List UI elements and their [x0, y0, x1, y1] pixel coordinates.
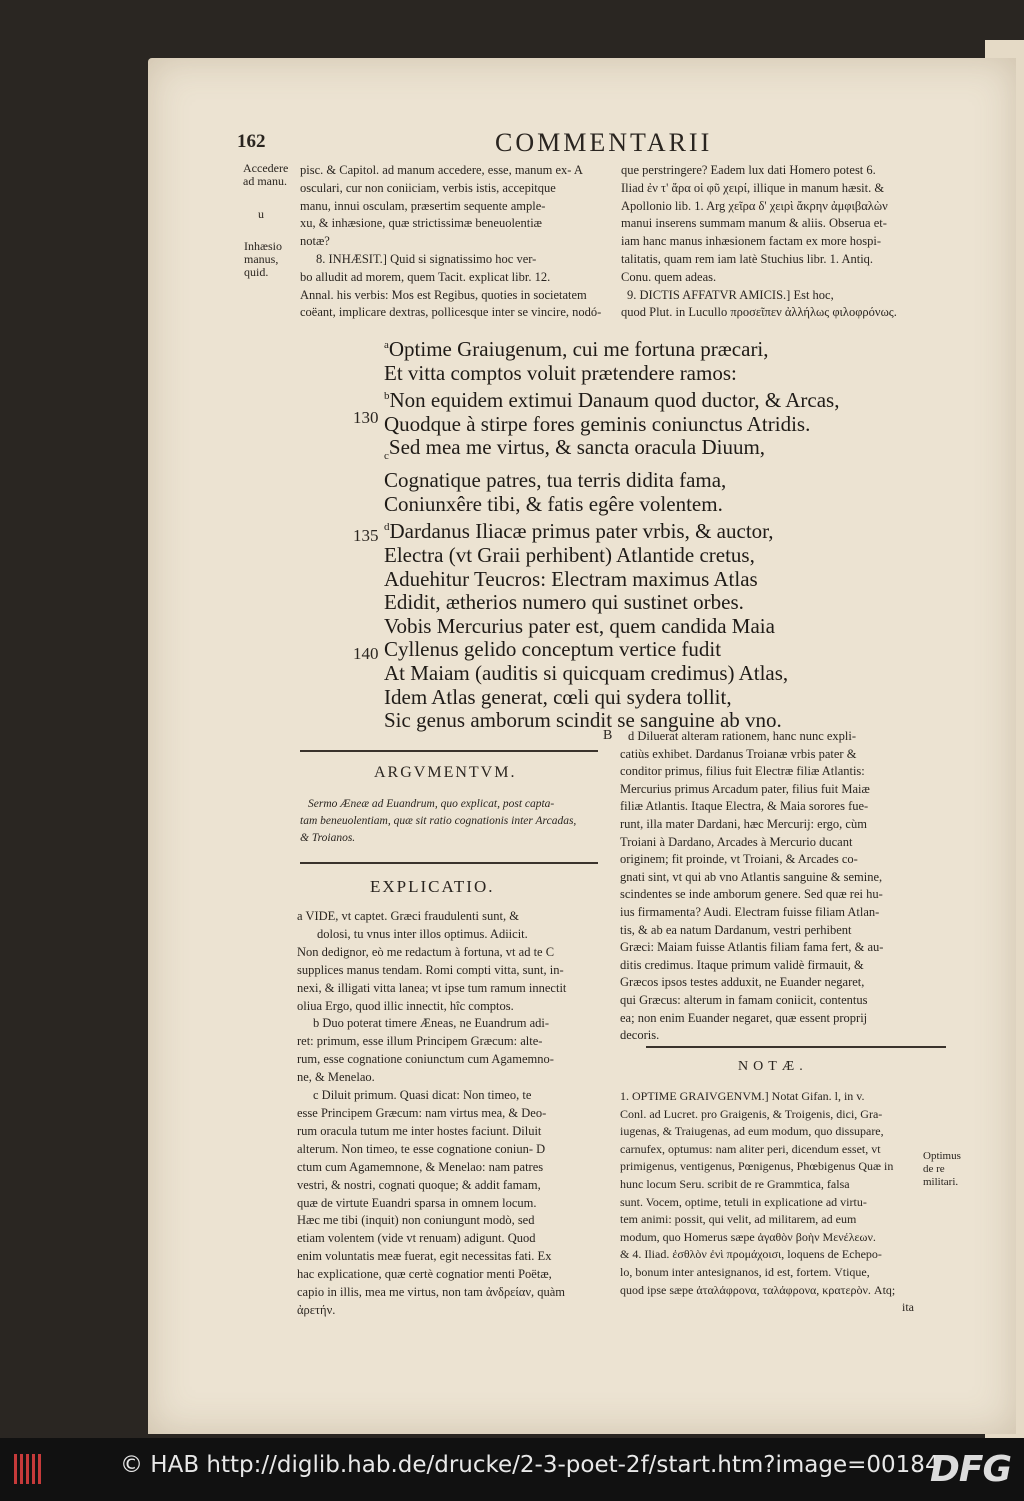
- verse-text: Dardanus Iliacæ primus pater vrbis, & auctor,: [389, 519, 774, 544]
- text-line: osculari, cur non coniiciam, verbis istis, accepitque: [300, 180, 556, 195]
- verse-line: [384, 469, 839, 493]
- text-line: vestri, & nostri, cognati quoque; & addit famam,: [297, 1177, 541, 1192]
- text-line: ius firmamenta? Audi. Electram fuisse filiam Atlan-: [620, 904, 880, 919]
- verse-text: Cognatique patres, tua terris didita fama,: [384, 468, 727, 493]
- text-line: Non dedignor, eò me redactum à fortuna, vt ad te C: [297, 944, 555, 959]
- text-line: carnufex, optumus: nam aliter peri, dicendum esset, vt: [620, 1141, 881, 1156]
- page-title: COMMENTARII: [495, 128, 713, 157]
- text-line: hac explicatione, quæ certè cognatior menti Poëtæ,: [297, 1267, 552, 1282]
- verse-text: Vobis Mercurius pater est, quem candida Maia: [384, 613, 775, 638]
- argumentum-text: [300, 796, 576, 847]
- verse-line: [384, 615, 839, 639]
- text-line: rum, esse cognatione coniunctum cum Agamemno-: [297, 1052, 554, 1067]
- text-line: Troiani à Dardano, Arcades à Mercurio ducant: [620, 834, 853, 849]
- text-line: Conl. ad Lucret. pro Graigenis, & Troigenis, dici, Gra-: [620, 1106, 883, 1121]
- text-line: xu, & inhæsione, quæ strictissimæ beneuolentiæ: [300, 216, 543, 231]
- text-line: talitatis, quam rem iam latè Stuchius libr. 1. Antiq.: [621, 251, 874, 266]
- verse-line: [384, 362, 839, 386]
- text-line: 8. INHÆSIT.] Quid si signatissimo hoc ver-: [316, 251, 537, 266]
- text-line: Græci: Maiam fuisse Atlantis filiam fama fert, & au-: [620, 940, 884, 955]
- text-line: modum, quo Homerus sæpe ἀγαθὸν βοὴν Μενέλεων.: [620, 1229, 876, 1244]
- explicatio-heading: EXPLICATIO.: [370, 877, 495, 896]
- text-line: primigenus, ventigenus, Pœnigenus, Phœbigenus Quæ in: [620, 1159, 894, 1174]
- verse-block: [384, 334, 839, 733]
- verse-mark: d: [384, 521, 390, 534]
- text-line: nexi, & illigati vitta lanea; vt ipse tum ramum innectit: [297, 980, 567, 995]
- verse-line: [384, 516, 839, 544]
- text-line: & 4. Iliad. ἐσθλὸν ἐνὶ προμάχοισι, loquens de Echepo-: [620, 1247, 882, 1262]
- verse-text: At Maiam (auditis si quicquam credimus) Atlas,: [384, 660, 789, 685]
- text-line: Sermo Æneæ ad Euandrum, quo explicat, post capta-: [308, 798, 555, 810]
- text-line: iugenas, & Traiugenas, ad eum modum, quo dissupare,: [620, 1124, 884, 1139]
- verse-text: Edidit, ætherios numero qui sustinet orbes.: [384, 590, 744, 615]
- text-line: tis, & ab ea natum Dardanum, vestri perhibent: [620, 922, 852, 937]
- verse-text: Quodque à stirpe fores geminis coniunctus Atridis.: [384, 411, 811, 436]
- divider: [300, 862, 598, 864]
- verse-line: [384, 662, 839, 686]
- text-line: ita: [902, 1300, 914, 1315]
- library-logo-icon: [14, 1454, 42, 1484]
- verse-text: Idem Atlas generat, cœli qui sydera tollit,: [384, 684, 732, 709]
- explicatio-text: [297, 908, 566, 1320]
- text-line: notæ?: [300, 234, 330, 249]
- text-line: alterum. Non timeo, te esse cognatione coniun- D: [297, 1141, 546, 1156]
- text-line: filiæ Atlantis. Itaque Electra, & Maia sorores fue-: [620, 799, 869, 814]
- verse-line: [384, 334, 839, 362]
- text-line: oliua Ergo, quod illic innectit, hîc comptos.: [297, 998, 514, 1013]
- text-line: capio in illis, mea me virtus, non tam ἀνδρείαν, quàm: [297, 1285, 566, 1300]
- text-line: Apollonio lib. 1. Arg χεῖρα δ' χειρὶ ἄκρην ἀμφιβαλὼν: [621, 198, 888, 213]
- text-line: manui inserens summam manum & aliis. Obserua et-: [621, 216, 887, 231]
- text-line: scindentes se inde amborum genere. Sed quæ rei hu-: [620, 887, 883, 902]
- verse-text: Non equidem extimui Danaum quod ductor, & Arcas,: [389, 388, 840, 413]
- divider: [300, 750, 598, 752]
- text-line: Iliad ἐν τ' ἄρα οἱ φῦ χειρί, illique in manum hæsit. &: [621, 180, 885, 195]
- verse-line: [384, 544, 839, 568]
- text-line: Hæc me tibi (inquit) non coniungunt modò, sed: [297, 1213, 535, 1228]
- margin-note: Optimus de re militari.: [923, 1150, 961, 1188]
- text-line: runt, illa mater Dardani, hæc Mercurij: ergo, cùm: [620, 816, 867, 831]
- text-line: ne, & Menelao.: [297, 1070, 375, 1085]
- text-line: a VIDE, vt captet. Græci fraudulenti sunt, &: [297, 909, 519, 923]
- verse-line: [384, 591, 839, 615]
- notae-heading: NOTÆ.: [738, 1059, 808, 1074]
- text-line: qui Græcus: alterum in famam coniicit, contentus: [620, 992, 868, 1007]
- text-line: pisc. & Capitol. ad manum accedere, esse, manum ex- A: [300, 163, 583, 177]
- divider: [646, 1046, 946, 1048]
- verse-line: [384, 385, 839, 413]
- verse-mark: c: [384, 450, 389, 463]
- margin-note: u: [258, 207, 264, 221]
- text-line: rum oracula tutum me inter hostes faciunt. Diluit: [297, 1123, 542, 1138]
- text-line: ea; non enim Euander negaret, quæ essent proprij: [620, 1010, 868, 1025]
- text-line: etiam volentem (vide vt renuam) adigunt. Quod: [297, 1231, 536, 1246]
- line-number: 140: [353, 644, 379, 663]
- text-line: hunc locum Seru. scribit de re Grammtica, falsa: [620, 1176, 850, 1191]
- text-line: decoris.: [620, 1028, 660, 1043]
- top-right-column: [621, 162, 897, 322]
- text-line: originem; fit proinde, vt Troiani, & Arcades co-: [620, 852, 858, 867]
- text-line: Conu. quem adeas.: [621, 269, 717, 284]
- text-line: bo alludit ad morem, quem Tacit. explicat libr. 12.: [300, 269, 551, 284]
- text-line: b Duo poterat timere Æneas, ne Euandrum adi-: [313, 1016, 550, 1031]
- text-line: manu, innui osculam, præsertim sequente ample-: [300, 198, 546, 213]
- text-line: tam beneuolentiam, quæ sit ratio cognationis inter Arcadas,: [300, 815, 577, 827]
- text-line: ditis credimus. Itaque primum validè firmauit, &: [620, 957, 864, 972]
- text-line: ἀρετήν.: [297, 1302, 336, 1317]
- text-line: dolosi, tu vnus inter illos optimus. Adiicit.: [317, 926, 528, 941]
- text-line: Mercurius primus Arcadum pater, filius fuit Maiæ: [620, 781, 870, 796]
- line-number: 135: [353, 526, 379, 545]
- line-number: 130: [353, 408, 379, 427]
- margin-note: Inhæsio manus, quid.: [244, 239, 283, 279]
- verse-line: [384, 436, 839, 469]
- verse-text: Electra (vt Graii perhibent) Atlantide cretus,: [384, 542, 755, 567]
- verse-text: Sed mea me virtus, & sancta oracula Diuum,: [388, 435, 766, 460]
- verse-line: [384, 568, 839, 592]
- text-line: Græcos ipsos testes adduxit, ne Euander negaret,: [620, 975, 865, 990]
- copyright-url[interactable]: © HAB http://diglib.hab.de/drucke/2-3-poet-2f/start.htm?image=00184: [120, 1452, 940, 1478]
- text-line: 1. OPTIME GRAIVGENVM.] Notat Gifan. l, in v.: [620, 1089, 865, 1103]
- text-line: catiùs exhibet. Dardanus Troianæ vrbis pater &: [620, 746, 857, 761]
- text-line: quæ de virtute Euandri sparsa in omnem locum.: [297, 1195, 537, 1210]
- right-column-text: [620, 728, 883, 1045]
- text-line: & Troianos.: [300, 832, 356, 844]
- verse-line: [384, 413, 839, 437]
- argumentum-heading: ARGVMENTVM.: [374, 764, 517, 781]
- text-line: que perstringere? Eadem lux dati Homero potest 6.: [621, 163, 876, 177]
- text-line: coëant, implicare dextras, pollicesque inter se vincire, nodó-: [300, 305, 602, 320]
- verse-text: Optime Graiugenum, cui me fortuna præcari,: [388, 337, 769, 361]
- text-line: ctum cum Agamemnone, & Menelao: nam patres: [297, 1159, 544, 1174]
- text-line: supplices manus tendam. Romi compti vitta, sunt, in-: [297, 962, 564, 977]
- verse-line: [384, 638, 839, 662]
- dfg-logo: DFG: [930, 1449, 1012, 1490]
- notae-text: [620, 1088, 914, 1317]
- section-marker: B: [603, 728, 613, 743]
- text-line: enim voluntatis meæ fuerat, egit necessitas fati. Ex: [297, 1249, 552, 1264]
- top-left-column: [300, 162, 601, 322]
- text-line: Annal. his verbis: Mos est Regibus, quoties in societatem: [300, 287, 587, 302]
- page-number: 162: [237, 131, 266, 152]
- text-line: quod ipse sæpe ἀταλάφρονα, ταλάφρονα, κρατερὸν. Atq;: [620, 1282, 896, 1297]
- text-line: 9. DICTIS AFFATVR AMICIS.] Est hoc,: [627, 287, 834, 302]
- text-line: tem animi: possit, qui velit, ad militarem, ad eum: [620, 1212, 857, 1227]
- margin-note: Accedere ad manu.: [243, 161, 289, 188]
- verse-text: Coniunxêre tibi, & fatis egêre volentem.: [384, 491, 723, 516]
- verse-text: Cyllenus gelido conceptum vertice fudit: [384, 637, 722, 662]
- verse-mark: b: [384, 390, 390, 403]
- text-line: ret: primum, esse illum Principem Græcum: alte-: [297, 1034, 543, 1049]
- text-line: iam hanc manus inhæsionem factam ex more hospi-: [621, 234, 882, 249]
- text-line: esse Principem Græcum: nam virtus mea, & Deo-: [297, 1105, 547, 1120]
- text-line: conditor primus, filius fuit Electræ filiæ Atlantis:: [620, 764, 865, 779]
- text-line: c Diluit primum. Quasi dicat: Non timeo, te: [313, 1088, 532, 1103]
- verse-text: Sic genus amborum scindit se sanguine ab vno.: [384, 708, 782, 733]
- text-line: d Diluerat alteram rationem, hanc nunc expli-: [628, 729, 857, 743]
- verse-line: [384, 493, 839, 517]
- verse-text: Et vitta comptos voluit prætendere ramos:: [384, 360, 737, 385]
- verse-mark: a: [384, 339, 389, 351]
- text-line: gnati sint, vt qui ab vno Atlantis sanguine & semine,: [620, 869, 883, 884]
- verse-text: Aduehitur Teucros: Electram maximus Atlas: [384, 566, 758, 591]
- verse-line: [384, 686, 839, 710]
- text-line: sunt. Vocem, optime, tetuli in explicatione ad virtu-: [620, 1194, 867, 1209]
- text-line: quod Plut. in Lucullo προσεῖπεν ἀλλήλως φιλοφρόνως.: [621, 305, 897, 320]
- text-line: lo, bonum inter antesignanos, id est, fortem. Vtique,: [620, 1264, 870, 1279]
